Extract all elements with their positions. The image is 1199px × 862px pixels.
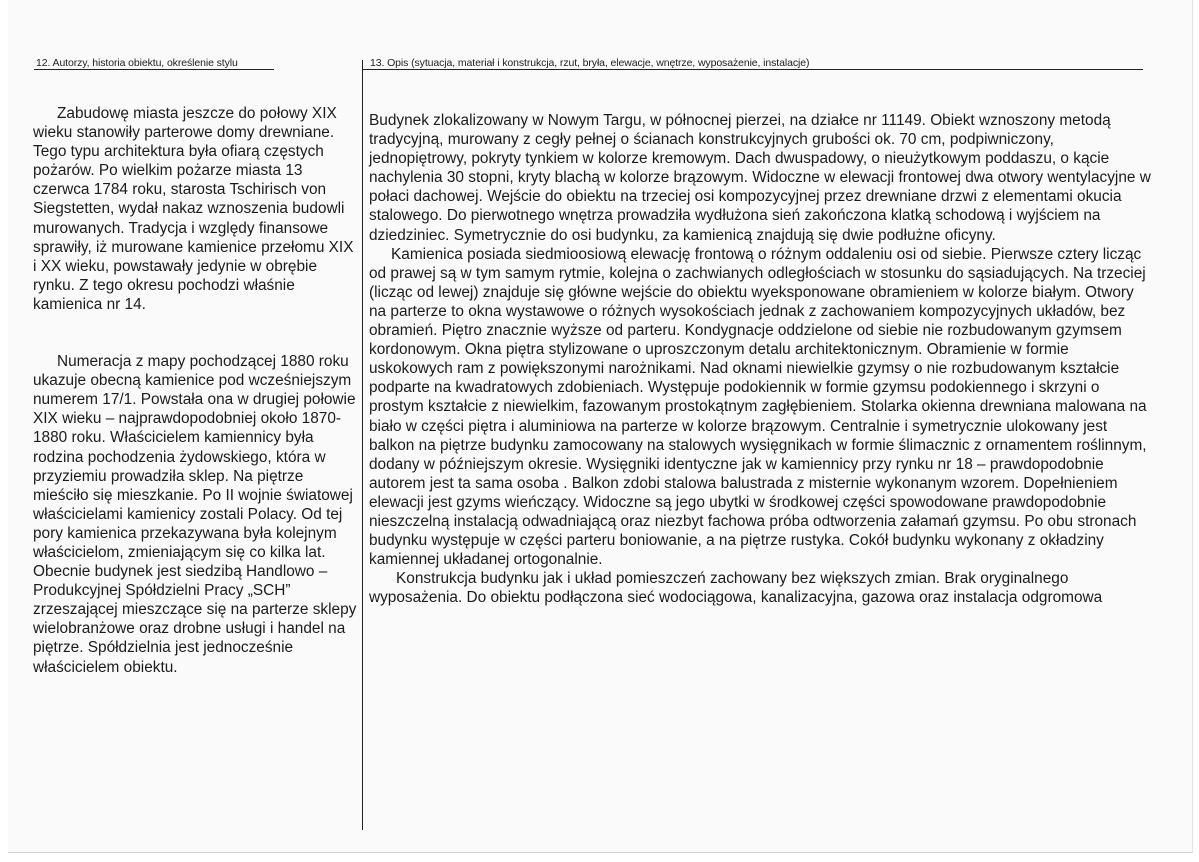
description-paragraph-2: Kamienica posiada siedmioosiową elewację frontową o różnym oddaleniu osi od siebie. Pierwsze cztery licząc od prawej są w tym samym rytmie, kolejna o zachwianych odległościach w stosunku do sąsiadujących. Na trzeciej (licząc od lewej) znajduje się główne wejście do obiektu wyeksponowane obramieniem w kolorze białym. Otwory na parterze to okna wystawowe o różnych wysokościach jednak z zachowaniem kompozycyjnych układów, bez obramień. Piętro znacznie wyższe od parteru. Kondygnacje oddzielone od siebie nie rozbudowanym gzymsem kordonowym. Okna piętra stylizowane o uproszczonym detalu architektonicznym. Obramienie w formie uskokowych ram z powiększonymi narożnikami. Nad oknami niewielkie gzymsy o nie rozbudowanym kształcie podparte na kwadratowych zdobieniach. Występuje podokiennik w formie gzymsu podokiennego i skrzyni o prostym kształcie z niewielkim, fazowanym prostokątnym zagłębieniem. Stolarka okienna drewniana malowana na biało w części piętra i aluminiowa na parterze w kolorze brązowym. Centralnie i symetrycznie ulokowany jest balkon na piętrze budynku zamocowany na stalowych wysięgnikach w formie ślimacznic z ornamentem roślinnym, dodany w późniejszym okresie. Wysięgniki identyczne jak w kamiennicy przy rynku nr 18 – prawdopodobnie autorem jest ta sama osoba . Balkon zdobi stalowa balustrada z misternie wykonanym wzorem. Dopełnieniem elewacji jest gzyms wieńczący. Widoczne są jego ubytki w środkowej części spowodowane prawdopodobnie nieszczelną instalacją odwadniającą oraz niezbyt fachowa próba odtworzenia załamań gzymsu. Po obu stronach budynku występuje w części parteru boniowanie, a na piętrze rustyka. Cokół budynku wykonany z okładziny kamiennej układanej ortogonalnie. (369, 245, 1147, 569)
section-12-header-underline (34, 69, 274, 70)
description-paragraph-3: Konstrukcja budynku jak i układ pomieszczeń zachowany bez większych zmian. Brak oryginalnego wyposażenia. Do obiektu podłączona sieć wodociągowa, kanalizacyjna, gazowa oraz instalacja odgromowa (369, 570, 1103, 607)
description-paragraph-1: Budynek zlokalizowany w Nowym Targu, w północnej pierzei, na działce nr 11149. Obiekt wznoszony metodą tradycyjną, murowany z cegły pełnej o ścianach konstrukcyjnych grubości ok. 70 cm, podpiwniczony, jednopiętrowy, pokryty tynkiem w kolorze kremowym. Dach dwuspadowy, o nieużytkowym poddaszu, o kącie nachylenia 30 stopni, kryty blachą w kolorze brązowym. Widoczne w elewacji frontowej dwa otwory wentylacyjne w połaci dachowej. Wejście do obiektu na trzeciej osi kompozycyjnej przez drewniane drzwi z elementami okucia stalowego. Do pierwotnego wnętrza prowadziła wydłużona sień zakończona klatką schodową i wyjściem na dziedziniec. Symetrycznie do osi budynku, za kamienicą znajdują się dwie podłużne oficyny. (369, 112, 1151, 244)
section-12-header: 12. Autorzy, historia obiektu, określenie stylu (36, 57, 238, 69)
section-13-header: 13. Opis (sytuacja, materiał i konstrukcja, rzut, bryła, elewacje, wnętrze, wyposażenie, instalacje) (370, 57, 810, 69)
history-paragraph-1: Zabudowę miasta jeszcze do połowy XIX wieku stanowiły parterowe domy drewniane. Tego typu architektura była ofiarą częstych pożarów. Po wielkim pożarze miasta 13 czerwca 1784 roku, starosta Tschirisch von Siegstetten, wydał nakaz wznoszenia budowli murowanych. Tradycja i względy finansowe sprawiły, iż murowane kamienice przełomu XIX i XX wieku, powstawały jedynie w obrębie rynku. Z tego okresu pochodzi właśnie kamienica nr 14. (33, 105, 354, 313)
history-paragraph-2: Numeracja z mapy pochodzącej 1880 roku ukazuje obecną kamienice pod wcześniejszym numerem 17/1. Powstała ona w drugiej połowie XIX wieku – najprawdopodobniej około 1870-1880 roku. Właścicielem kamiennicy była rodzina pochodzenia żydowskiego, która w przyziemiu prowadziła sklep. Na piętrze mieściło się mieszkanie. Po II wojnie światowej właścicielami kamienicy zostali Polacy. Od tej pory kamienica przekazywana była kolejnym właścicielom, zmieniającym się co kilka lat. Obecnie budynek jest siedzibą Handlowo – Produkcyjnej Spółdzielni Pracy „SCH” zrzeszającej mieszczące się na parterze sklepy wielobranżowe oraz drobne usługi i handel na piętrze. Spółdzielnia jest jednocześnie właścicielem obiektu. (33, 353, 357, 676)
description-column (369, 111, 1151, 607)
column-divider (362, 60, 363, 830)
history-column (33, 104, 361, 677)
section-13-header-underline (363, 69, 1143, 70)
